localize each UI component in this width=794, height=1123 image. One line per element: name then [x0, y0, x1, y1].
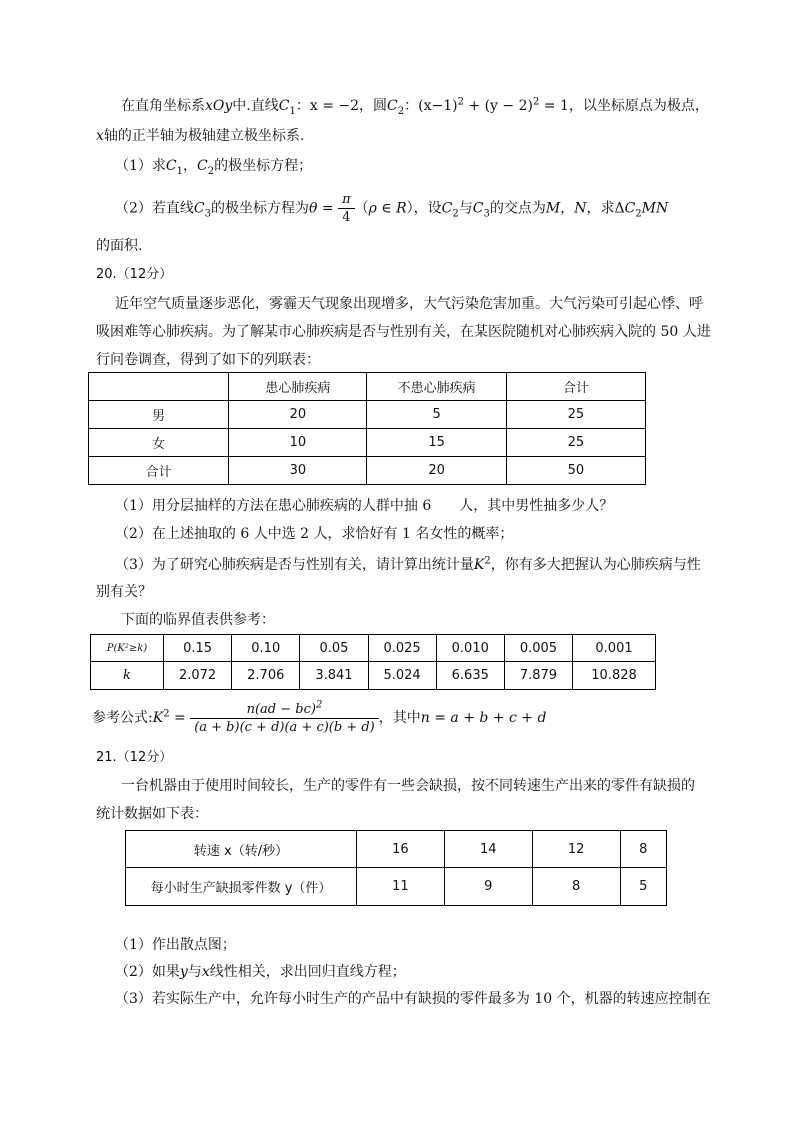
table-cell: 8: [532, 868, 620, 906]
math-k: K: [152, 710, 164, 726]
table-row: [89, 373, 646, 401]
math-c: C: [193, 200, 205, 217]
text: ），设: [406, 200, 442, 217]
table-cell: 8: [620, 831, 666, 868]
text: 的面积.: [96, 238, 143, 254]
p21-q3: [115, 989, 711, 1009]
superscript: 2: [315, 699, 323, 711]
text: ，求Δ: [586, 200, 625, 217]
table-cell: 15: [367, 429, 506, 457]
subscript: 2: [207, 165, 215, 177]
text: 20.（12分）: [96, 267, 173, 282]
table-cell: 50: [506, 457, 645, 485]
table-cell: 11: [357, 868, 445, 906]
math-c: C: [387, 98, 398, 114]
p20-formula: [92, 698, 546, 738]
table-cell: 0.005: [504, 635, 572, 662]
p20-q3: [115, 555, 701, 575]
frac-num: π: [338, 191, 355, 209]
text: 吸困难等心肺疾病。为了解某市心肺疾病是否与性别有关，在某医院随机对心肺疾病入院的 50 人进: [96, 324, 711, 340]
math-c: C: [197, 158, 208, 174]
text: 线性相关，求出回归直线方程；: [209, 964, 406, 980]
table-row: [126, 868, 667, 906]
p20-q3-cont: [96, 582, 152, 602]
p19-line1: [121, 96, 709, 116]
text: （1）用分层抽样的方法在患心肺疾病的人群中抽 6 人，其中男性抽多少人？: [115, 498, 614, 514]
text: 的极坐标方程；: [214, 158, 313, 174]
table-cell: 9: [444, 868, 532, 906]
table-row: [126, 831, 667, 868]
table-cell: 25: [506, 401, 645, 429]
p20-para-line1: [115, 294, 703, 314]
k-squared-fraction: [190, 701, 379, 736]
text: （3）若实际生产中，允许每小时生产的产品中有缺损的零件最多为 10 个，机器的转速应控制在: [115, 991, 711, 1007]
p20-header: [96, 265, 172, 285]
text: 的交点为: [489, 200, 546, 217]
subscript: 3: [204, 208, 212, 220]
text: + (y − 2): [463, 98, 533, 114]
table-cell: 25: [506, 429, 645, 457]
math-x: x: [96, 128, 104, 144]
table-cell: 7.879: [504, 662, 572, 690]
text: 下面的临界值表供参考：: [121, 612, 275, 628]
p20-para-line3: [96, 350, 320, 370]
text: （2）如果: [115, 964, 180, 980]
math-c: C: [624, 200, 636, 217]
text: ，你有多大把握认为心肺疾病与性: [490, 557, 701, 573]
text: （2）在上述抽取的 6 人中选 2 人，求恰好有 1 名女性的概率；: [115, 526, 514, 542]
table-cell: 10.828: [573, 662, 656, 690]
math-mn: MN: [641, 200, 669, 217]
table-row: [89, 401, 646, 429]
text: 的极坐标方程为: [211, 200, 310, 217]
math-c: C: [472, 200, 484, 217]
p20-para-line2: [96, 322, 711, 342]
table-row: [89, 457, 646, 485]
p21-q2: [115, 962, 406, 982]
text: = 1，以坐标原点为极点，: [539, 98, 709, 114]
text: =: [169, 710, 191, 726]
text: 统计数据如下表：: [96, 806, 208, 822]
text: （3）为了研究心肺疾病是否与性别有关，请计算出统计量: [115, 557, 474, 573]
table-cell: 20: [367, 457, 506, 485]
text: 21.（12分）: [96, 750, 173, 765]
table-cell: 0.025: [368, 635, 436, 662]
table-cell: 20: [229, 401, 367, 429]
table-cell: 合计: [89, 457, 229, 485]
table-row: [91, 635, 656, 662]
table-cell: P(K²≥k): [91, 635, 164, 662]
math-x: x: [201, 964, 210, 980]
subscript: 3: [483, 208, 490, 220]
table-row: [89, 429, 646, 457]
text: 一台机器由于使用时间较长，生产的零件有一些会缺损，按不同转速生产出来的零件有缺损的: [121, 778, 695, 794]
fraction-pi-over-4: [338, 191, 355, 226]
text: ，: [560, 200, 575, 217]
text: 在直角坐标系: [121, 98, 205, 114]
p21-q1: [115, 935, 236, 955]
table-cell: 女: [89, 429, 229, 457]
table-cell: 5: [367, 401, 506, 429]
frac-den: 4: [342, 210, 351, 225]
text: 与: [458, 200, 473, 217]
p19-q2: [115, 191, 668, 226]
table-cell: 14: [444, 831, 532, 868]
table-cell: 30: [229, 457, 367, 485]
superscript: 2: [532, 96, 540, 108]
table-cell: 0.15: [164, 635, 232, 662]
text: 参考公式:: [92, 710, 153, 726]
math-xoy: xOy: [205, 98, 233, 114]
table-cell: 5: [620, 868, 666, 906]
text: ，其中: [378, 710, 421, 726]
table-cell: 0.001: [573, 635, 656, 662]
table-cell: [89, 373, 229, 401]
p20-q2: [115, 524, 513, 544]
table-cell: 0.05: [300, 635, 368, 662]
p20-ref-intro: [121, 610, 275, 630]
table-cell: 6.635: [436, 662, 504, 690]
math-rho: ρ ∈ R: [368, 200, 407, 217]
math-c: C: [278, 98, 290, 114]
p21-para-line2: [96, 804, 208, 824]
p21-para-line1: [121, 776, 695, 796]
text: ：x = −2，圆: [295, 98, 388, 114]
table-cell: 16: [357, 831, 445, 868]
math-k: K: [473, 557, 485, 573]
frac-num: [190, 701, 379, 719]
math-n: N: [574, 200, 587, 217]
text: 别有关？: [96, 584, 152, 600]
table-cell: 每小时生产缺损零件数 y（件）: [126, 868, 357, 906]
subscript: 2: [635, 208, 642, 220]
p19-line5: [96, 236, 142, 256]
text: （1）求: [115, 158, 166, 174]
subscript: 1: [176, 165, 184, 177]
math-theta: θ =: [309, 200, 334, 217]
text: （1）作出散点图；: [115, 937, 236, 953]
text: 近年空气质量逐步恶化，雾霾天气现象出现增多，大气污染危害加重。大气污染可引起心悸、呼: [115, 296, 703, 312]
p19-q1: [115, 156, 312, 176]
table-cell: 0.010: [436, 635, 504, 662]
subscript: 2: [397, 105, 405, 117]
table-cell: 12: [532, 831, 620, 868]
table-cell: 10: [229, 429, 367, 457]
text: 与: [187, 964, 202, 980]
table-cell: 3.841: [300, 662, 368, 690]
math-c: C: [165, 158, 177, 174]
superscript: 2: [484, 555, 491, 567]
contingency-table: [88, 372, 646, 485]
superscript: 2: [163, 708, 170, 720]
text: 轴的正半轴为极轴建立极坐标系.: [103, 128, 305, 144]
table-cell: 转速 x（转/秒）: [126, 831, 357, 868]
math-n-sum: n = a + b + c + d: [420, 710, 547, 726]
text: ，: [183, 158, 198, 174]
text: n(ad − bc): [246, 701, 316, 717]
text: （2）若直线: [115, 200, 194, 217]
table-cell: 0.10: [232, 635, 300, 662]
superscript: 2: [457, 96, 464, 108]
table-cell: 2.706: [232, 662, 300, 690]
table-header-cell: 患心肺疾病: [229, 373, 367, 401]
speed-defect-table: [125, 830, 667, 906]
p20-q1: [115, 496, 613, 516]
table-cell: k: [91, 662, 164, 690]
subscript: 2: [452, 208, 459, 220]
table-row: [91, 662, 656, 690]
table-header-cell: 不患心肺疾病: [367, 373, 506, 401]
text: ：(x−1): [404, 98, 458, 114]
p19-line2: [96, 126, 304, 146]
frac-den: (a + b)(c + d)(a + c)(b + d): [194, 719, 375, 735]
text: （: [354, 200, 369, 217]
text: 行问卷调查，得到了如下的列联表：: [96, 352, 320, 368]
math-c: C: [441, 200, 453, 217]
p21-header: [96, 748, 172, 768]
table-cell: 男: [89, 401, 229, 429]
math-m: M: [545, 200, 561, 217]
table-cell: 2.072: [164, 662, 232, 690]
math-y: y: [179, 964, 188, 980]
table-header-cell: 合计: [506, 373, 645, 401]
critical-value-table: [90, 634, 656, 690]
text: 中.直线: [232, 98, 279, 114]
subscript: 1: [289, 105, 296, 117]
table-cell: 5.024: [368, 662, 436, 690]
